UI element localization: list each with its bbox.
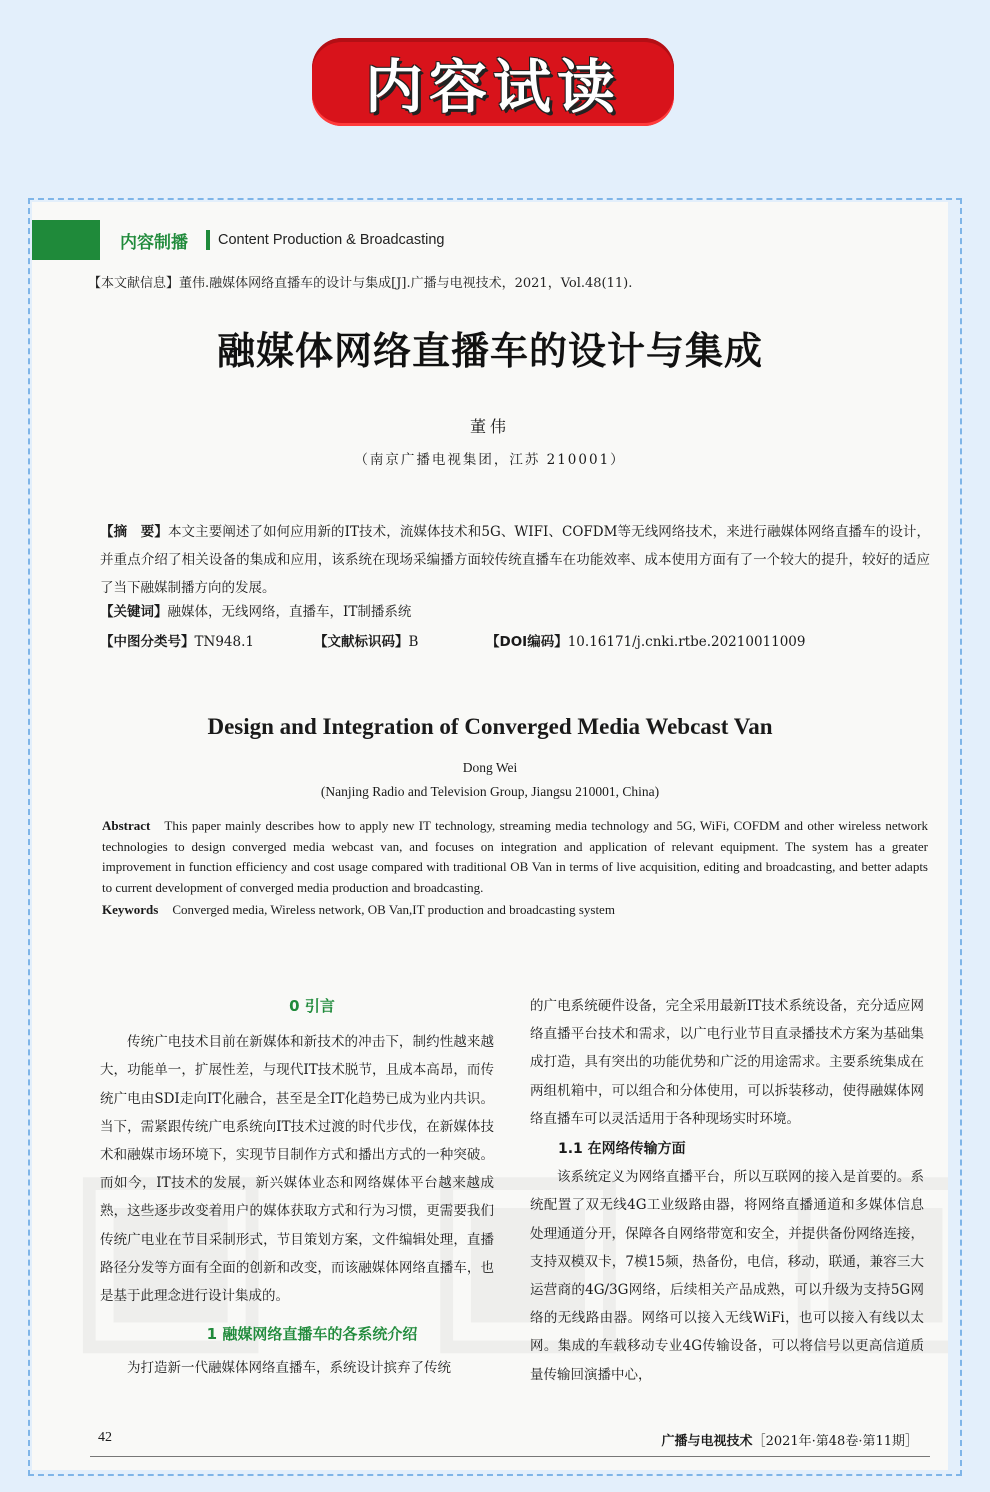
journal-issue: ［2021年·第48卷·第11期］ [752,1434,918,1449]
keywords-cn [100,600,411,620]
preview-banner [312,38,674,126]
keywords-en-text: Converged media, Wireless network, OB Van,IT production and broadcasting system [172,902,615,917]
body-column-right [530,992,924,1389]
abstract-cn-label: 【摘 要】 [100,524,168,540]
section-title-en: Content Production & Broadcasting [218,232,445,248]
affiliation-cn: （南京广播电视集团，江苏 210001） [354,452,626,468]
clc-value: TN948.1 [194,634,254,650]
journal-info [662,1430,918,1449]
affiliation-en: (Nanjing Radio and Television Group, Jiangsu 210001, China) [320,784,660,799]
abstract-en-text: This paper mainly describes how to apply new IT technology, streaming media technology and 5G, WiFi, COFDM and other wireless network technologies to design converged media webcast van, and focuses on integration and application of relevant equipment. The system has a greater improvement in function efficiency and cost usage compared with traditional OB Van in terms of live acquisition, editing and broadcasting, and better adapts to current development of converged media production and broadcasting. [102,818,928,895]
author-en: Dong Wei [462,760,518,775]
clc-number [100,630,254,650]
heading-introduction: 0 引言 [289,997,335,1015]
author-cn: 董伟 [469,417,510,436]
keywords-cn-label: 【关键词】 [100,604,168,620]
abstract-en [102,816,928,898]
heading-section-1-1: 1.1 在网络传输方面 [558,1141,686,1158]
section-tab [32,220,100,260]
footer-divider [90,1456,930,1457]
doc-value: B [408,634,419,650]
citation-line: 【本文献信息】董伟.融媒体网络直播车的设计与集成[J].广播与电视技术，2021，Vol.48(11). [88,276,633,291]
doi [486,630,806,650]
doi-value: 10.16171/j.cnki.rtbe.20210011009 [567,634,806,650]
doi-label: 【DOI编码】 [486,634,568,650]
abstract-cn-text: 本文主要阐述了如何应用新的IT技术，流媒体技术和5G、WIFI、COFDM等无线网络技术，来进行融媒体网络直播车的设计，并重点介绍了相关设备的集成和应用，该系统在现场采编播方面较传统直播车在功能效率、成本使用方面有了一个较大的提升，较好的适应了当下融媒制播方向的发展。 [100,524,930,596]
keywords-cn-text: 融媒体，无线网络，直播车，IT制播系统 [167,604,412,620]
heading-section-1: 1 融媒网络直播车的各系统介绍 [206,1325,418,1344]
paragraph-introduction: 传统广电技术目前在新媒体和新技术的冲击下，制约性越来越大，功能单一，扩展性差，与现代IT技术脱节，且成本高昂，而传统广电由SDI走向IT化融合，甚至是全IT化趋势已成为业内共识。当下，需紧跟传统广电系统向IT技术过渡的时代步伐，在新媒体技术和融媒市场环境下，实现节目制作方式和播出方式的一种突破。而如今，IT技术的发展，新兴媒体业态和网络媒体平台越来越成熟，这些逐步改变着用户的媒体获取方式和行为习惯，更需要我们传统广电业在节目采制形式，节目策划方案，文件编辑处理，直播路径分发等方面有全面的创新和改变，而该融媒体网络直播车，也是基于此理念进行设计集成的。 [100,1034,494,1305]
keywords-en-label: Keywords [102,902,159,917]
page-number: 42 [98,1430,112,1445]
abstract-en-label: Abstract [102,818,151,833]
journal-name: 广播与电视技术 [661,1434,753,1449]
article-title-cn: 融媒体网络直播车的设计与集成 [216,329,763,373]
paragraph-section-1-continued: 的广电系统硬件设备，完全采用最新IT技术系统设备，充分适应网络直播平台技术和需求，以广电行业节目直录播技术方案为基础集成打造，具有突出的功能优势和广泛的用途需求。主要系统集成在两组机箱中，可以组合和分体使用，可以拆装移动，使得融媒体网络直播车可以灵活适用于各种现场实时环境。 [530,998,924,1127]
keywords-en [102,902,615,918]
scanned-paper-page [32,202,948,1470]
article-title-en: Design and Integration of Converged Media Webcast Van [207,714,773,739]
section-title-cn: 内容制播 [120,233,188,253]
abstract-cn [100,518,930,602]
banner-label: 内容试读 [364,53,621,121]
clc-label: 【中图分类号】 [100,634,195,650]
paragraph-section-1: 为打造新一代融媒体网络直播车，系统设计摈弃了传统 [127,1360,451,1377]
doc-label: 【文献标识码】 [314,634,409,650]
paragraph-section-1-1: 该系统定义为网络直播平台，所以互联网的接入是首要的。系统配置了双无线4G工业级路由器，将网络直播通道和多媒体信息处理通道分开，保障各自网络带宽和安全，并提供备份网络连接，支持双模双卡，7模15频，热备份，电信，移动，联通，兼容三大运营商的4G/3G网络，后续相关产品成熟，可以升级为支持5G网络的无线路由器。网络可以接入无线WiFi，也可以接入有线以太网。集成的车载移动专业4G传输设备，可以将信号以更高信道质量传输回演播中心， [530,1169,924,1383]
section-divider [206,230,210,250]
body-column-left [100,997,494,1383]
doc-code [314,630,418,650]
